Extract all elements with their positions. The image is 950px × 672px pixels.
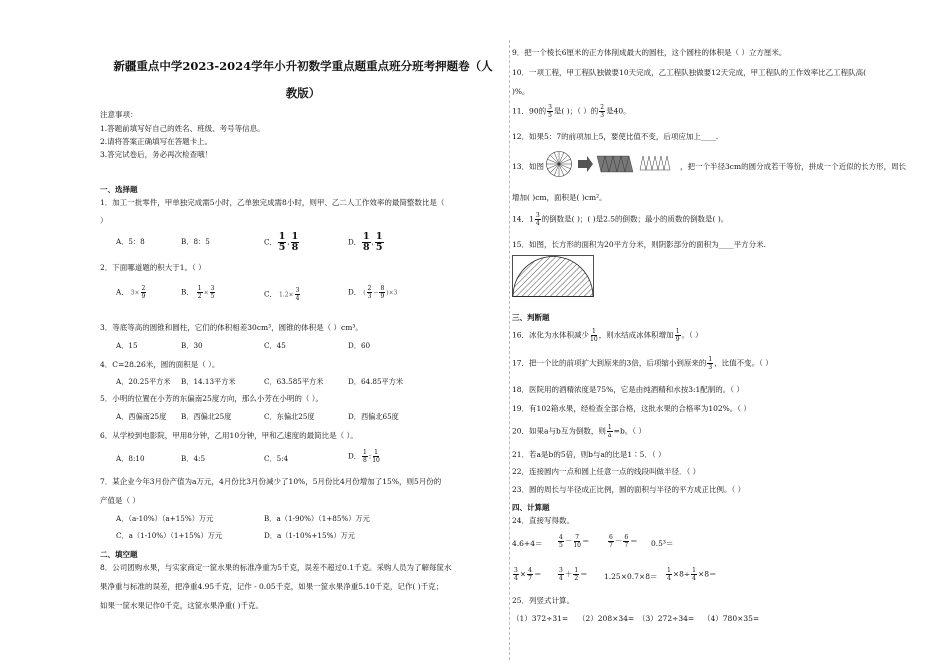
q1-text: 1．加工一批零件，甲单独完成需5小时，乙单独完成需8小时，则甲、乙二人工作效率的最简整数比是（ [100, 198, 445, 207]
q7-option-b: B．a（1-90%）（1+85%）万元 [264, 514, 370, 523]
q4-option-b: B．14.13平方米 [181, 377, 236, 386]
q8-text-2: 果净重与标准的误差，把净重4.95千克，记作 - 0.05千克，如果一筐水果净重5.10千克，记作( )千克； [100, 582, 444, 591]
q7-option-a: A．（a-10%）（a+15%）万元 [116, 514, 214, 523]
q5-option-b: B．西偏北25度 [181, 412, 232, 421]
section-choice: 一、选择题 [100, 185, 138, 194]
q25-item-1: （1）372÷31= [512, 614, 569, 623]
q24-row1-a: 4.6+4＝ [512, 539, 543, 548]
q24-row2-c: 1.25×0.7×8＝ [604, 572, 658, 581]
q4-option-d: D．64.85平方米 [348, 377, 404, 386]
note-3: 3.答完试卷后，务必再次检查哦！ [100, 150, 213, 159]
q21-text: 21．若a是b的5倍，则b与a的比是1∶5．（ ） [512, 450, 666, 459]
q24-row1-d: 0.5³＝ [651, 539, 674, 548]
q2-option-c: C． 1.2× $\frac{3}{4}$ [264, 287, 300, 302]
q11-text: 11．90的 $\frac{3}{5}$ 是( )；（ ）的 $\frac{2}{3}$ 是40。 [512, 104, 631, 119]
circle-to-rectangle-figure [545, 150, 675, 178]
q2-option-a: A． 3× $\frac{2}{9}$ [116, 285, 146, 300]
q6-option-c: C．5:4 [264, 454, 289, 463]
q5-option-c: C．东偏北25度 [264, 412, 315, 421]
q8-text-1: 8．公司团购水果，与实家商定一筐水果的标准净重为5千克，误差不超过0.1千克。采购人员为了解每筐水 [100, 563, 452, 572]
q4-text: 4．C=28.26米，圆的面积是（ ）。 [100, 360, 220, 369]
q7-option-d: D．a（1-10%+15%）万元 [264, 531, 355, 540]
section-fill: 二、填空题 [100, 550, 138, 559]
q3-option-c: C．45 [264, 341, 286, 350]
q22-text: 22．连接圆内一点和圆上任意一点的线段叫做半径．（ ） [512, 467, 701, 476]
q25-text: 25．列竖式计算。 [512, 596, 575, 605]
q25-item-4: （4）780×35= [703, 614, 760, 623]
q16-text: 16．冰化为水体积减少 $\frac{1}{10}$ ，则水结成冰体积增加 $\frac{1}{9}$ 。（ ） [512, 328, 703, 343]
q24-row2-b: $\frac{3}{4}$ ＋ $\frac{1}{2}$ ＝ [559, 567, 588, 582]
section-judge: 三、判断题 [512, 313, 550, 322]
q7-text: 7．某企业今年3月份产值为a万元，4月份比3月份减少了10%，5月份比4月份增加了15%，则5月份的 [100, 477, 442, 486]
q1-text-end: ） [100, 216, 108, 225]
q13-text-2: ，把一个半径3cm的圆分成若干等份，拼成一个近似的长方形，周长 [680, 162, 907, 171]
q24-row2-d: $\frac{1}{4}$ ×8÷ $\frac{1}{4}$ ×8＝ [667, 567, 717, 582]
q7-option-c: C．a（1-10%）（1+15%）万元 [116, 531, 223, 540]
q2-text: 2．下面哪道题的积大于1。（ ） [100, 263, 206, 272]
q1-option-b: B．8：5 [181, 237, 210, 246]
q25-item-2: （2）208×34= [578, 614, 635, 623]
q10-text: 10．一项工程，甲工程队独做要10天完成，乙工程队独做要12天完成，甲工程队的工作效率比乙工程队高( [512, 68, 867, 77]
q1-option-a: A．5：8 [116, 237, 145, 246]
q15-text: 15．如图，长方形的面积为20平方分米，则阴影部分的面积为____平方分米. [512, 240, 766, 249]
q8-text-3: 如果一筐水果记作0千克，这筐水果净重( )千克。 [100, 601, 264, 610]
q3-option-b: B．30 [181, 341, 203, 350]
q20-text: 20．如果a与b互为倒数，则 $\frac{1}{a}$ =b。（ ） [512, 424, 646, 439]
q3-text: 3．等底等高的圆锥和圆柱，它们的体积相差30cm³，圆锥的体积是（ ）cm³。 [100, 323, 363, 332]
q23-text: 23．圆的周长与半径成正比例，圆的面积与半径的平方成正比例。（ ） [512, 485, 746, 494]
q3-option-d: D．60 [348, 341, 371, 350]
q13-text-3: 增加( )cm，面积是( )cm²。 [512, 193, 607, 202]
q5-text: 5．小明的位置在小芳的东偏南25度方向，那么小芳在小明的（ ）。 [100, 394, 323, 403]
q2-option-d: D． ( $\frac{2}{3}$ − $\frac{8}{9}$ )×3 [348, 285, 398, 300]
q1-option-d: D． $\frac{1}{8}$ , $\frac{1}{5}$ [348, 231, 383, 253]
page-title: 新疆重点中学2023-2024学年小升初数学重点题重点班分班考押题卷（人教版） [113, 59, 493, 100]
q4-option-c: C．63.585平方米 [264, 377, 324, 386]
q24-row1-b: $\frac{4}{5}$ － $\frac{7}{10}$ ＝ [559, 534, 590, 549]
q6-text: 6．从学校到电影院，甲用8分钟，乙用10分钟，甲和乙速度的最简比是（ ）。 [100, 431, 358, 440]
q24-row2-a: $\frac{3}{4}$ × $\frac{4}{7}$ ＝ [514, 567, 542, 582]
q5-option-d: D．西偏北65度 [348, 412, 399, 421]
q9-text: 9．把一个棱长6厘米的正方体削成最大的圆柱，这个圆柱的体积是（ ）立方厘米。 [512, 48, 787, 57]
note-2: 2.请将答案正确填写在答题卡上。 [100, 137, 213, 146]
q6-option-a: A．8:10 [116, 454, 145, 463]
note-1: 1.答题前填写好自己的姓名、班级、考号等信息。 [100, 124, 265, 133]
notes-heading: 注意事项： [100, 110, 138, 119]
q25-item-3: （3）272÷34= [638, 614, 695, 623]
section-calc: 四、计算题 [512, 503, 550, 512]
column-divider [509, 40, 510, 660]
q13-text-1: 13．如图 [512, 162, 545, 171]
q6-option-d: D． $\frac{1}{8}$ : $\frac{1}{10}$ [348, 449, 380, 464]
q18-text: 18．医院用的酒精浓度是75%，它是由纯酒精和水按3:1配制的。（ ） [512, 385, 744, 394]
q4-option-a: A．20.25平方米 [116, 377, 171, 386]
q12-text: 12．如果5：7的前项加上5，要使比值不变，后项应加上____. [512, 132, 719, 141]
q24-row1-c: $\frac{6}{7}$ － $\frac{6}{7}$ ＝ [609, 534, 638, 549]
q19-text: 19．有102箱水果，经检查全部合格，这批水果的合格率为102%。（ ） [512, 404, 751, 413]
q1-option-c: C． $\frac{1}{5}$ , $\frac{1}{8}$ [264, 231, 299, 253]
q24-text: 24．直接写得数。 [512, 516, 575, 525]
q3-option-a: A．15 [116, 341, 138, 350]
q10-text-2: )%。 [512, 87, 530, 96]
q6-option-b: B．4:5 [181, 454, 206, 463]
semicircle-in-rectangle-figure [512, 255, 594, 297]
q14-text: 14．1 $\frac{3}{4}$ 的倒数是( )；( )是2.5的倒数；最小的质数的倒数是( )。 [512, 212, 729, 227]
q7-text-2: 产值是（ ） [100, 496, 140, 505]
q17-text: 17．把一个比的前项扩大到原来的3倍，后项缩小到原来的 $\frac{1}{3}$ ，比值不变。（ ） [512, 356, 773, 371]
q5-option-a: A．西偏南25度 [116, 412, 167, 421]
q2-option-b: B． $\frac{1}{2}$ × $\frac{3}{5}$ [181, 285, 215, 300]
